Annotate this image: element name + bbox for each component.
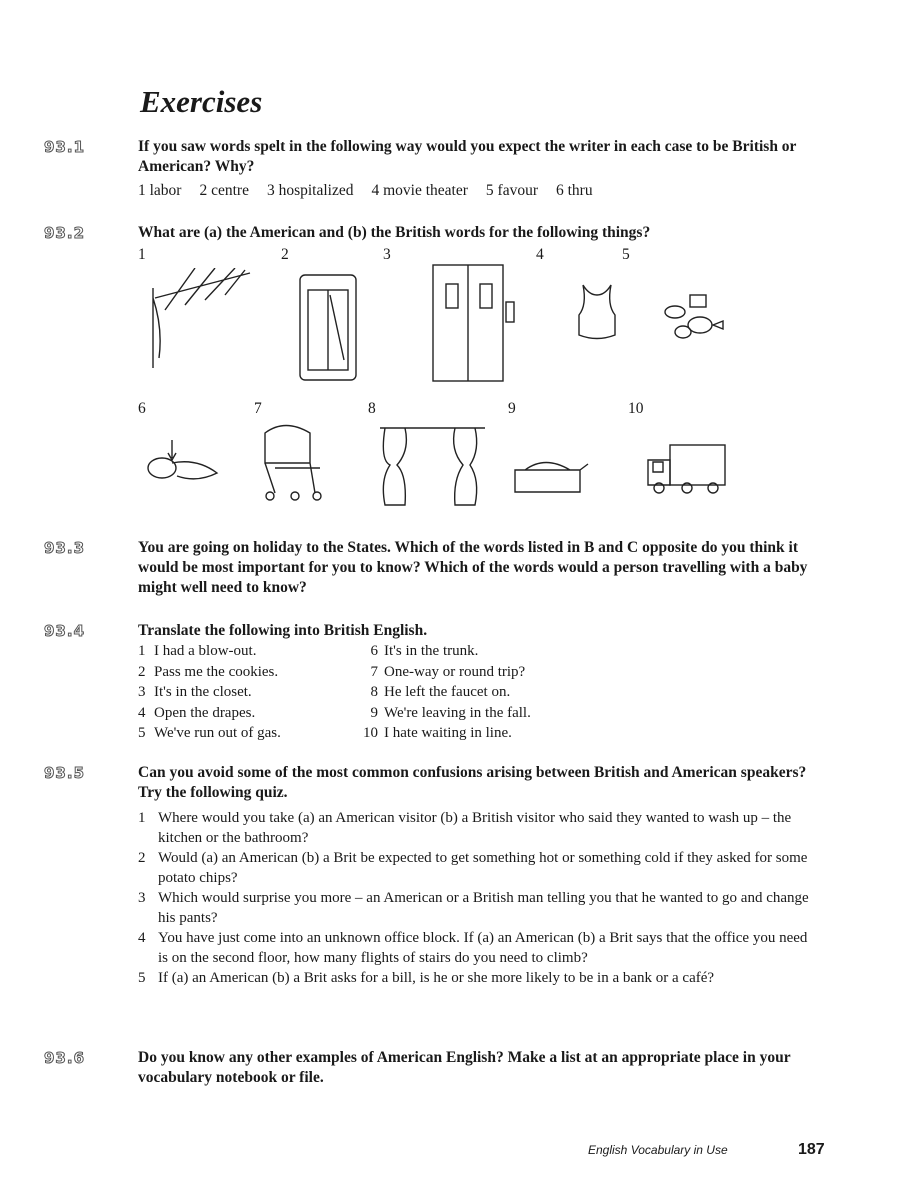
baby-nappy-illustration <box>142 438 227 483</box>
item-number: 1 <box>138 643 146 659</box>
item-number: 6 <box>370 643 378 659</box>
list-item <box>358 641 531 662</box>
elevator-illustration <box>430 262 525 384</box>
exercise-instruction: If you saw words spelt in the following way would you expect the writer in each case to be British or American? Why? <box>138 138 797 175</box>
item-text: I had a blow-out. <box>154 643 257 659</box>
list-item <box>138 723 281 744</box>
footer-book-title: English Vocabulary in Use <box>588 1143 728 1157</box>
exercise-instruction: What are (a) the American and (b) the British words for the following things? <box>138 224 651 241</box>
item-number: 3 <box>138 890 146 906</box>
item-number: 4 <box>138 930 146 946</box>
list-item <box>358 723 531 744</box>
list-item <box>358 662 531 683</box>
exercise-instruction: Can you avoid some of the most common confusions arising between British and American speakers? Try the following quiz. <box>138 764 807 801</box>
picture-label: 4 <box>536 246 544 263</box>
list-item <box>138 703 281 724</box>
item-text: Where would you take (a) an American visitor (b) a British visitor who said they wanted to wash up – the kitchen or the bathroom? <box>158 810 792 846</box>
picture-label: 5 <box>622 246 630 263</box>
item-number: 2 <box>138 850 146 866</box>
quiz-item <box>138 888 818 928</box>
picture-label: 6 <box>138 400 146 417</box>
quiz-item <box>138 848 818 888</box>
exercise-number: 93.4 <box>44 622 86 640</box>
quiz-item <box>138 808 818 848</box>
list-item <box>138 662 281 683</box>
list-item <box>358 682 531 703</box>
item-number: 9 <box>370 704 378 721</box>
item-text: It's in the closet. <box>154 684 252 700</box>
item-text: Pass me the cookies. <box>154 663 279 680</box>
quiz-list <box>138 808 818 988</box>
translation-list-right <box>358 641 531 744</box>
item-number: 1 <box>138 810 146 826</box>
item-text: It's in the trunk. <box>384 643 479 659</box>
exercise-number: 93.3 <box>44 539 86 557</box>
picture-label: 7 <box>254 400 262 417</box>
item-number: 7 <box>370 663 378 680</box>
item-text: Would (a) an American (b) a Brit be expected to get something hot or something cold if they asked for some potato chips? <box>158 850 808 886</box>
exercise-instruction: Do you know any other examples of American English? Make a list at an appropriate place in your vocabulary notebook or file. <box>138 1049 791 1086</box>
cot-illustration <box>510 450 590 495</box>
lorry-illustration <box>645 440 730 500</box>
item-number: 5 <box>138 970 146 986</box>
item-text: We're leaving in the fall. <box>384 704 531 721</box>
list-item <box>358 703 531 724</box>
list-item <box>138 682 281 703</box>
item-number: 3 <box>138 684 146 700</box>
picture-label: 2 <box>281 246 289 263</box>
word-item: 4 movie theater <box>371 182 468 199</box>
exercise-instruction: You are going on holiday to the States. Which of the words listed in B and C opposite do you think it would be most important for you to know? Which of the words would a person travelling with a baby might well need to know? <box>138 539 808 596</box>
vest-illustration <box>575 280 620 345</box>
item-text: He left the faucet on. <box>384 684 511 700</box>
item-number: 10 <box>363 725 378 741</box>
item-text: I hate waiting in line. <box>384 725 512 741</box>
translation-list-left <box>138 641 281 744</box>
word-item: 1 labor <box>138 182 182 199</box>
picture-label: 1 <box>138 246 146 263</box>
picture-label: 10 <box>628 400 644 417</box>
exercise-number: 93.5 <box>44 764 86 782</box>
word-item: 5 favour <box>485 182 538 199</box>
word-list <box>138 181 818 201</box>
picture-label: 3 <box>383 246 391 263</box>
item-text: We've run out of gas. <box>154 725 281 741</box>
page-title: Exercises <box>140 84 263 119</box>
curtains-illustration <box>375 420 490 510</box>
page-number: 187 <box>798 1141 825 1158</box>
word-item: 3 hospitalized <box>266 182 354 199</box>
quiz-item <box>138 928 818 968</box>
picture-label: 9 <box>508 400 516 417</box>
item-text: One-way or round trip? <box>384 663 526 680</box>
item-number: 8 <box>370 684 378 700</box>
item-number: 4 <box>138 704 146 721</box>
exercise-number: 93.2 <box>44 224 86 242</box>
exercise-number: 93.1 <box>44 138 86 156</box>
exercise-instruction: Translate the following into British English. <box>138 622 428 639</box>
quiz-item <box>138 968 818 988</box>
exercise-number: 93.6 <box>44 1049 86 1067</box>
item-text: If (a) an American (b) a Brit asks for a bill, is he or she more likely to be in a bank or a café? <box>158 970 715 986</box>
aerial-antenna-illustration <box>145 268 265 378</box>
item-text: You have just come into an unknown office block. If (a) an American (b) a Brit says that the office you need is on the second floor, how many flights of stairs do you need to climb? <box>158 930 808 966</box>
item-text: Open the drapes. <box>154 704 256 721</box>
word-item: 2 centre <box>199 182 249 199</box>
wardrobe-illustration <box>298 270 360 385</box>
list-item <box>138 641 281 662</box>
item-number: 5 <box>138 725 146 741</box>
sweets-illustration <box>655 290 730 350</box>
word-item: 6 thru <box>555 182 593 199</box>
pushchair-illustration <box>255 418 330 503</box>
item-number: 2 <box>138 663 146 680</box>
item-text: Which would surprise you more – an American or a British man telling you that he wanted to go and change his pants? <box>158 890 809 926</box>
picture-label: 8 <box>368 400 376 417</box>
